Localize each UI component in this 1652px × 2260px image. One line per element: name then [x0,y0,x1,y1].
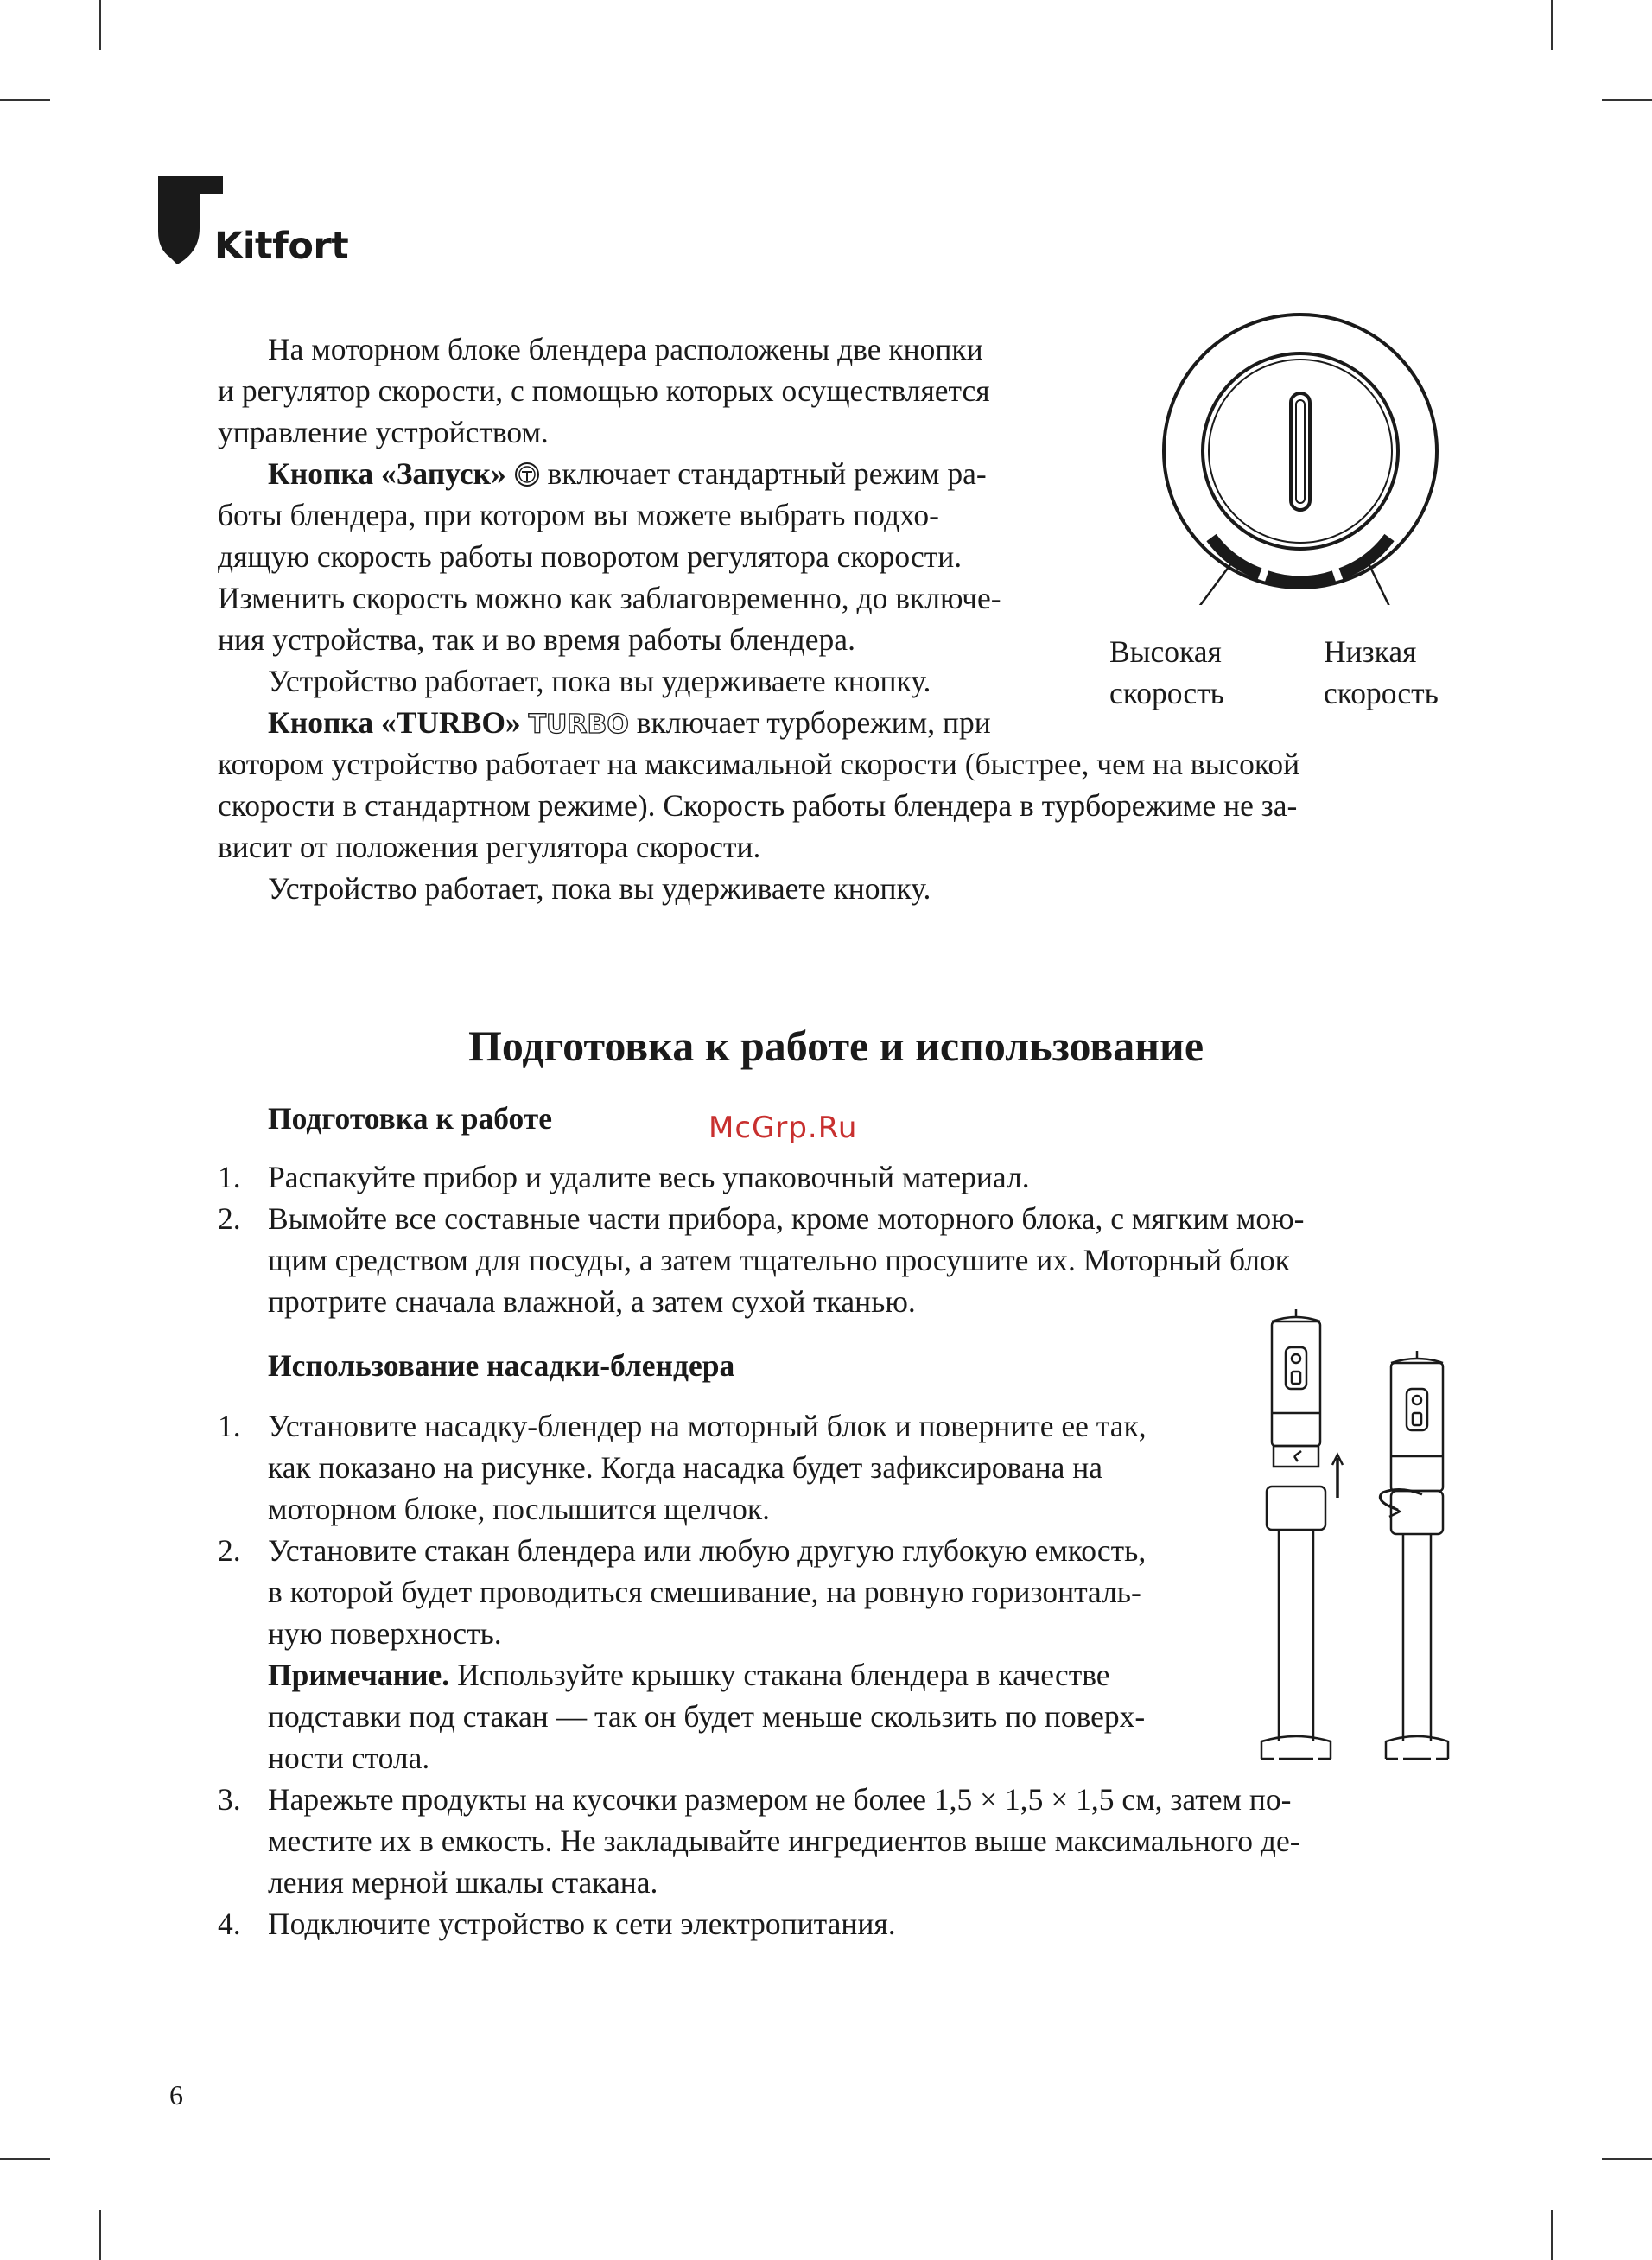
crop-mark [99,2210,101,2260]
list-item: ную поверхность. [268,1616,502,1651]
start-button-line [268,453,987,494]
turbo-icon: TURBO [528,710,629,740]
list-item: Вымойте все составные части прибора, кроме моторного блока, с мягким мою- [268,1201,1305,1236]
intro-line: управление устройством. [218,415,549,449]
prep-subtitle: Подготовка к работе [268,1101,552,1136]
blender-assembly-illustration [1253,1309,1460,1776]
turbo-button-text: включает турборежим, при [636,705,991,740]
start-desc-line: Изменить скорость можно как заблаговременно, до включе- [218,581,1001,615]
speed-dial-illustration [1149,311,1452,605]
use-subtitle: Использование насадки-блендера [268,1348,735,1383]
list-item: как показано на рисунке. Когда насадка будет зафиксирована на [268,1450,1103,1485]
turbo-button-label: Кнопка «TURBO» [268,705,521,740]
list-number: 1. [218,1160,241,1194]
list-number: 2. [218,1201,241,1236]
low-speed-label: скорость [1324,676,1439,710]
section-title: Подготовка к работе и использование [467,1022,1204,1070]
note-label: Примечание. [268,1658,450,1692]
intro-line: и регулятор скорости, с помощью которых осуществляется [218,373,990,408]
turbo-desc-line: скорости в стандартном режиме). Скорость работы блендера в турборежиме не за- [218,788,1298,823]
note-text: Используйте крышку стакана блендера в качестве [449,1658,1110,1692]
high-speed-label: скорость [1109,676,1224,710]
intro-line: На моторном блоке блендера расположены две кнопки [268,332,983,366]
start-desc-line: дящую скорость работы поворотом регулятора скорости. [218,539,963,574]
start-button-text: включает стандартный режим ра- [547,456,987,491]
list-number: 4. [218,1907,241,1941]
crop-mark [0,2158,50,2160]
turbo-desc-line: котором устройство работает на максимальной скорости (быстрее, чем на высокой [218,747,1300,781]
list-item: Подключите устройство к сети электропитания. [268,1907,896,1941]
list-item: в которой будет проводиться смешивание, на ровную горизонталь- [268,1575,1141,1609]
list-item: ления мерной шкалы стакана. [268,1865,658,1900]
list-item: Установите насадку-блендер на моторный блок и поверните ее так, [268,1409,1147,1443]
list-item: моторном блоке, послышится щелчок. [268,1492,770,1526]
high-speed-label: Высокая [1109,634,1222,669]
list-item: Установите стакан блендера или любую другую глубокую емкость, [268,1533,1147,1568]
list-item: щим средством для посуды, а затем тщательно просушите их. Моторный блок [268,1243,1290,1277]
list-number: 3. [218,1782,241,1817]
crop-mark [1602,99,1652,101]
crop-mark [1602,2158,1652,2160]
crop-mark [1551,0,1553,50]
hold-note: Устройство работает, пока вы удерживаете кнопку. [268,871,931,906]
brand-name: Kitfort [214,225,349,268]
turbo-button-line [268,702,991,746]
start-desc-line: ния устройства, так и во время работы блендера. [218,622,855,657]
low-speed-label: Низкая [1324,634,1417,669]
list-item: Нарежьте продукты на кусочки размером не более 1,5 × 1,5 × 1,5 см, затем по- [268,1782,1292,1817]
start-desc-line: боты блендера, при котором вы можете выбрать подхо- [218,498,939,532]
list-number: 2. [218,1533,241,1568]
hold-note: Устройство работает, пока вы удерживаете кнопку. [268,664,931,698]
list-item: Распакуйте прибор и удалите весь упаковочный материал. [268,1160,1030,1194]
list-number: 1. [218,1409,241,1443]
crop-mark [99,0,101,50]
note-line [268,1654,1110,1696]
page-number: 6 [169,2079,183,2110]
crop-mark [0,99,50,101]
note-line: подставки под стакан — так он будет меньше скользить по поверх- [268,1699,1146,1734]
list-item: протрите сначала влажной, а затем сухой тканью. [268,1284,916,1319]
note-line: ности стола. [268,1741,430,1775]
watermark: McGrp.Ru [708,1111,858,1145]
power-start-icon [514,462,540,487]
turbo-desc-line: висит от положения регулятора скорости. [218,830,761,864]
crop-mark [1551,2210,1553,2260]
list-item: местите их в емкость. Не закладывайте ингредиентов выше максимального де- [268,1824,1300,1858]
start-button-label: Кнопка «Запуск» [268,456,506,491]
